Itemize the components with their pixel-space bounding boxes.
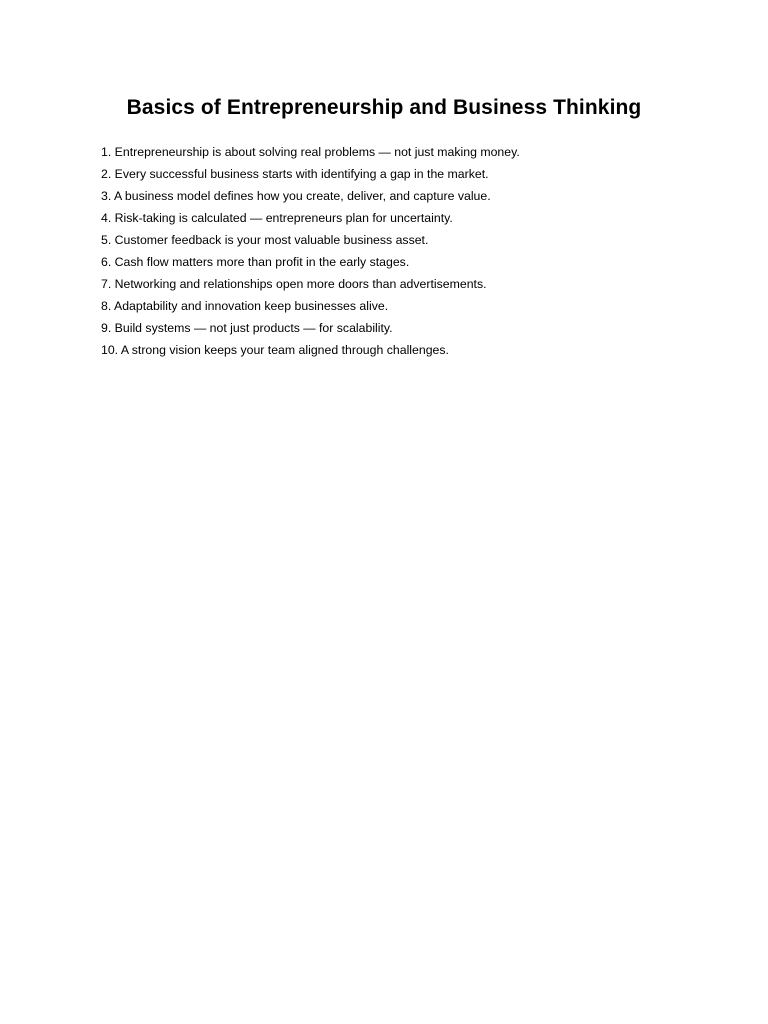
list-item: 6. Cash flow matters more than profit in the early stages.: [101, 255, 410, 269]
list-item: 5. Customer feedback is your most valuable business asset.: [101, 233, 429, 247]
list-item: 4. Risk-taking is calculated — entrepreneurs plan for uncertainty.: [101, 211, 453, 225]
list-item: 10. A strong vision keeps your team aligned through challenges.: [101, 343, 449, 357]
list-item: 8. Adaptability and innovation keep businesses alive.: [101, 299, 389, 313]
list-item: 7. Networking and relationships open more doors than advertisements.: [101, 277, 487, 291]
list-item: 9. Build systems — not just products — for scalability.: [101, 321, 393, 335]
document-title: Basics of Entrepreneurship and Business Thinking: [126, 96, 642, 119]
list-item: 3. A business model defines how you create, deliver, and capture value.: [101, 189, 491, 203]
list-item: 1. Entrepreneurship is about solving real problems — not just making money.: [101, 145, 520, 159]
points-list: [101, 141, 520, 361]
list-item: 2. Every successful business starts with identifying a gap in the market.: [101, 167, 489, 181]
